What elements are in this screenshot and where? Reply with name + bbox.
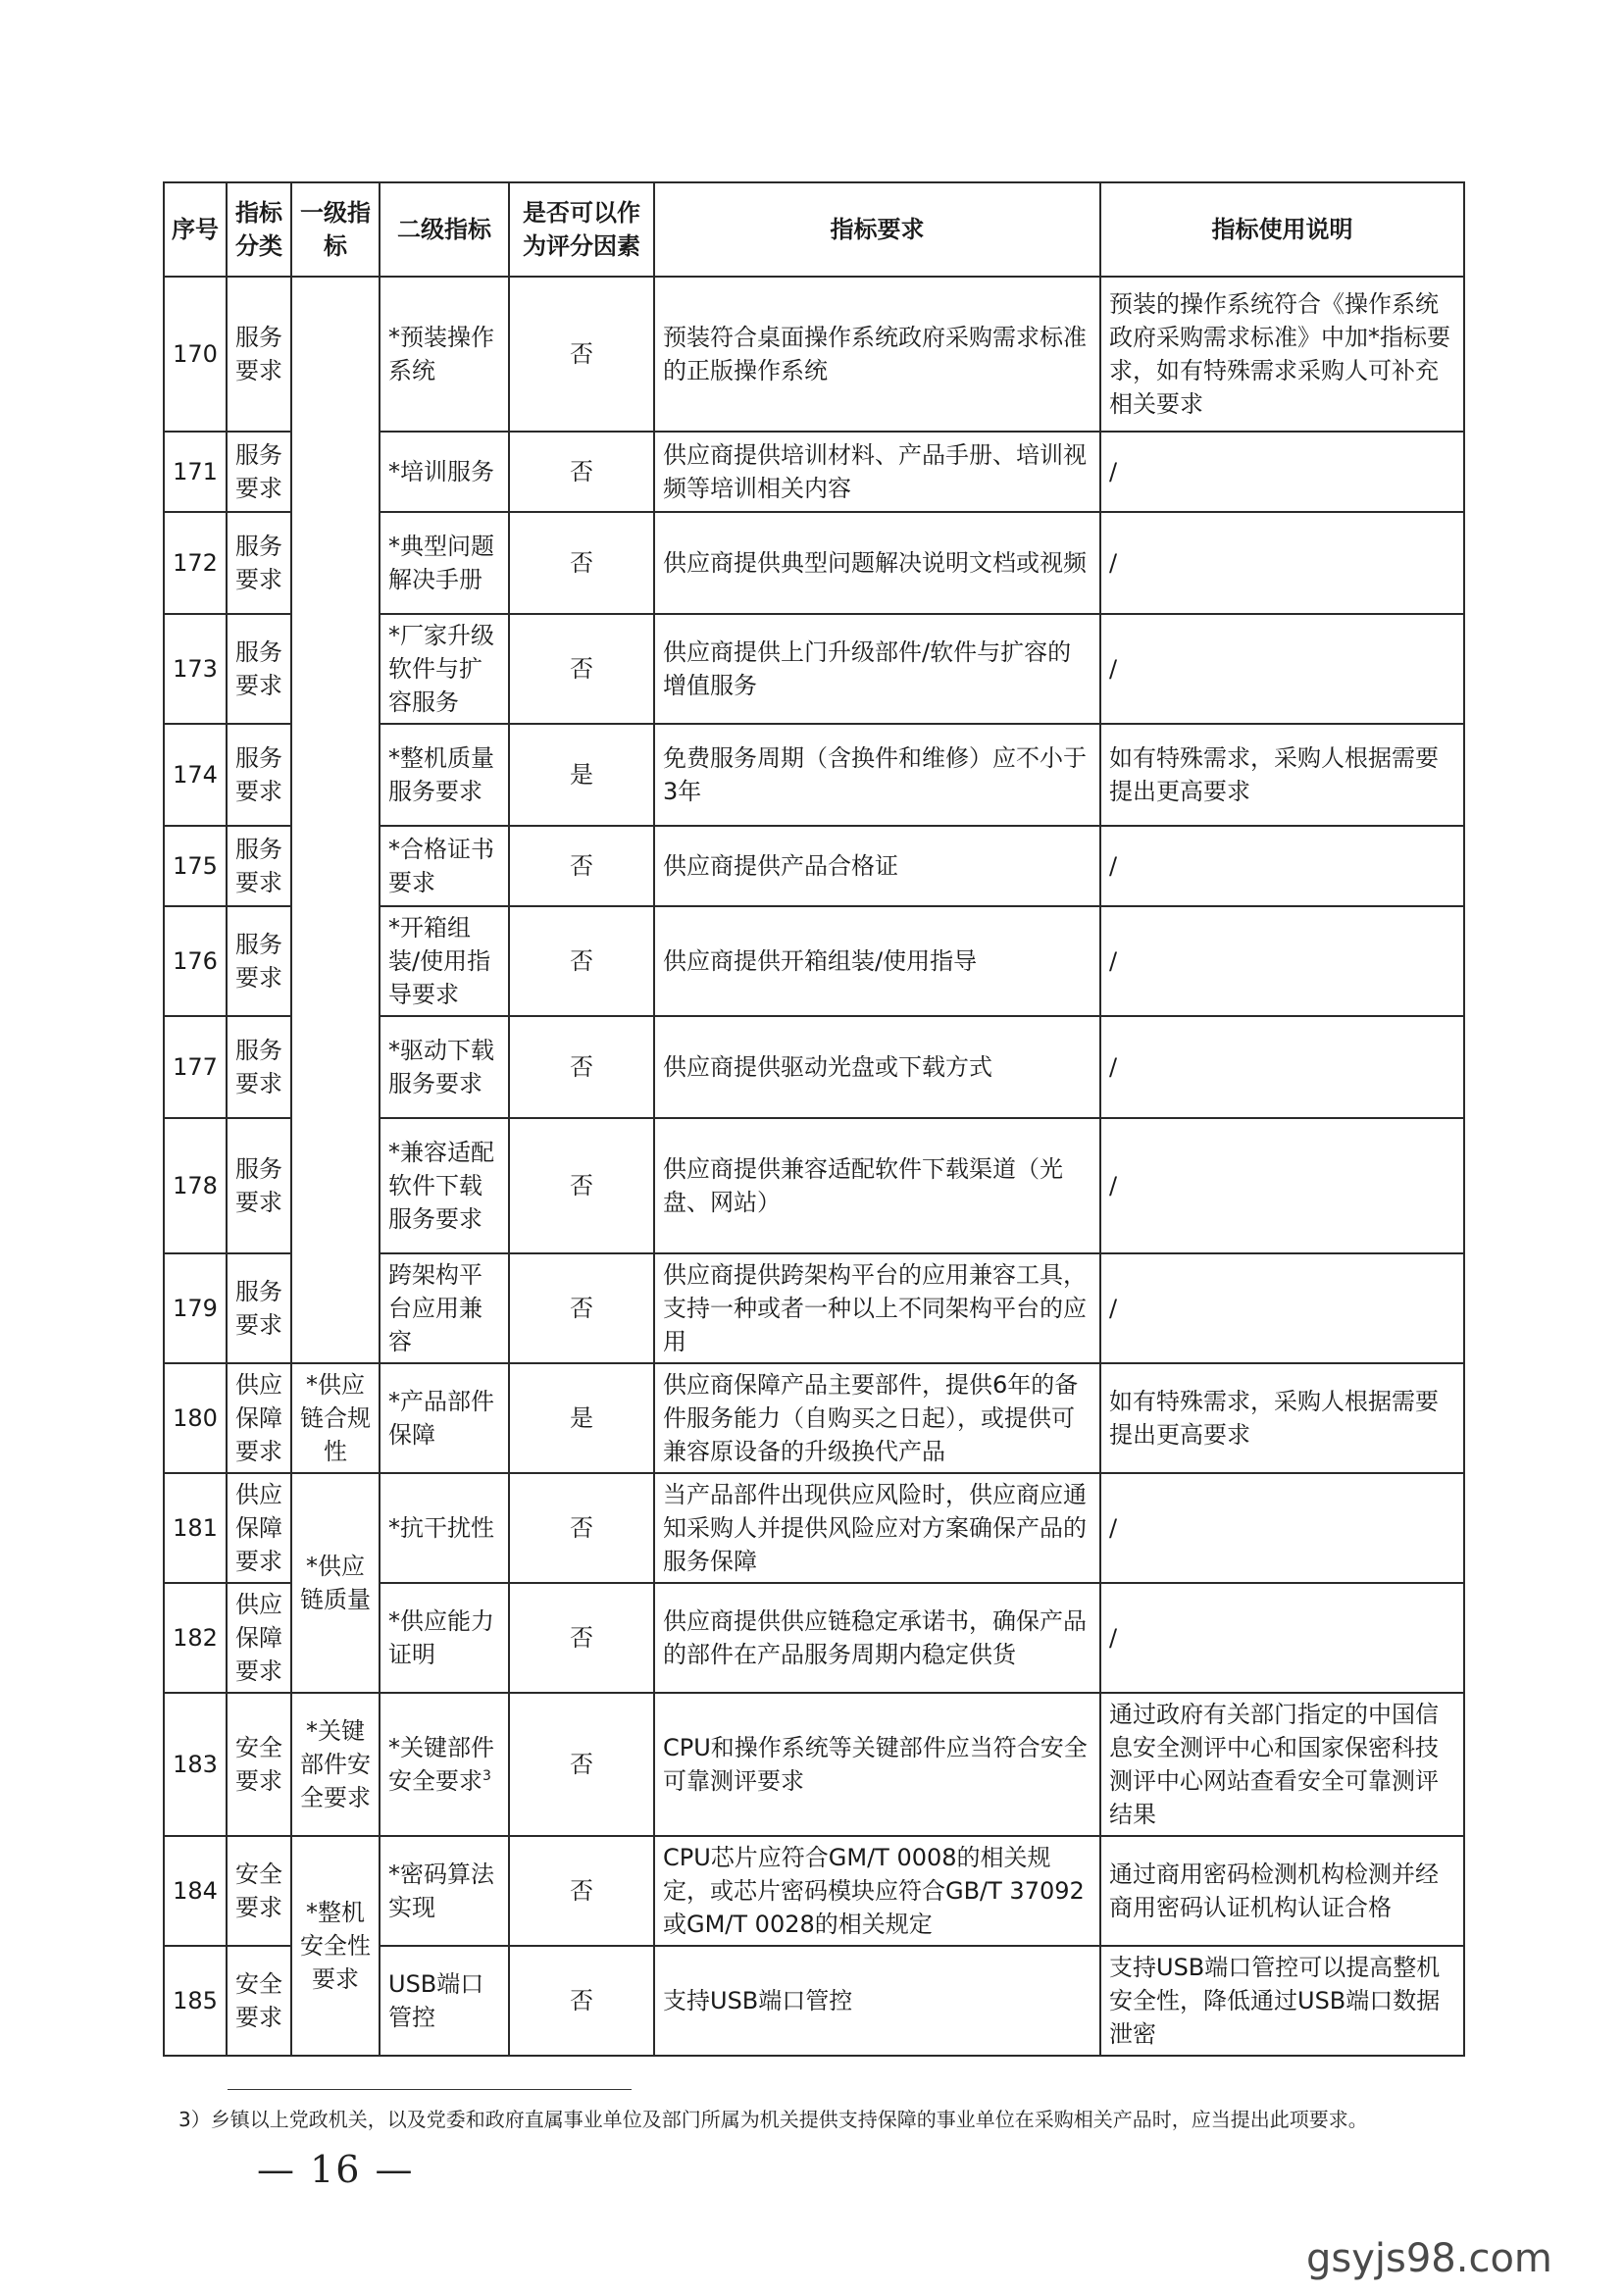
- category-cell: 服务要求: [227, 512, 291, 614]
- scoring-cell: 否: [509, 1583, 654, 1693]
- scoring-cell: 否: [509, 1693, 654, 1836]
- requirement-cell: 供应商提供兼容适配软件下载渠道（光盘、网站）: [654, 1118, 1100, 1253]
- second-level-cell: 跨架构平台应用兼容: [380, 1253, 509, 1363]
- note-cell: /: [1100, 1253, 1464, 1363]
- second-level-cell: *供应能力证明: [380, 1583, 509, 1693]
- serial-no-cell: 183: [164, 1693, 227, 1836]
- second-level-cell: *预装操作系统: [380, 277, 509, 432]
- requirement-cell: 供应商提供上门升级部件/软件与扩容的增值服务: [654, 614, 1100, 724]
- requirement-cell: 当产品部件出现供应风险时，供应商应通知采购人并提供风险应对方案确保产品的服务保障: [654, 1473, 1100, 1583]
- header-second-level-indicator: 二级指标: [380, 182, 509, 277]
- table-header-row: [164, 182, 1464, 277]
- note-cell: /: [1100, 906, 1464, 1016]
- second-level-cell: *开箱组装/使用指导要求: [380, 906, 509, 1016]
- second-level-cell: *兼容适配软件下载服务要求: [380, 1118, 509, 1253]
- footnote-divider: [228, 2089, 632, 2090]
- category-cell: 供应保障要求: [227, 1473, 291, 1583]
- serial-no-cell: 171: [164, 432, 227, 512]
- scoring-cell: 否: [509, 906, 654, 1016]
- first-level-cell: *整机安全性要求: [291, 1836, 380, 2056]
- requirement-cell: CPU和操作系统等关键部件应当符合安全可靠测评要求: [654, 1693, 1100, 1836]
- requirement-cell: CPU芯片应符合GM/T 0008的相关规定，或芯片密码模块应符合GB/T 37092或GM/T 0028的相关规定: [654, 1836, 1100, 1946]
- requirement-cell: 供应商提供开箱组装/使用指导: [654, 906, 1100, 1016]
- scoring-cell: 否: [509, 1946, 654, 2056]
- note-cell: /: [1100, 432, 1464, 512]
- note-cell: 如有特殊需求，采购人根据需要提出更高要求: [1100, 1363, 1464, 1473]
- first-level-cell: *供应链合规性: [291, 1363, 380, 1473]
- requirement-cell: 预装符合桌面操作系统政府采购需求标准的正版操作系统: [654, 277, 1100, 432]
- second-level-cell: *整机质量服务要求: [380, 724, 509, 826]
- scoring-cell: 是: [509, 1363, 654, 1473]
- header-usage-note: 指标使用说明: [1100, 182, 1464, 277]
- first-level-cell: *供应链质量: [291, 1473, 380, 1693]
- second-level-cell: *合格证书要求: [380, 826, 509, 906]
- serial-no-cell: 175: [164, 826, 227, 906]
- header-indicator-category: 指标分类: [227, 182, 291, 277]
- serial-no-cell: 180: [164, 1363, 227, 1473]
- scoring-cell: 否: [509, 1016, 654, 1118]
- second-level-cell: *产品部件保障: [380, 1363, 509, 1473]
- requirement-cell: 支持USB端口管控: [654, 1946, 1100, 2056]
- category-cell: 安全要求: [227, 1693, 291, 1836]
- second-level-cell: *培训服务: [380, 432, 509, 512]
- serial-no-cell: 172: [164, 512, 227, 614]
- scoring-cell: 否: [509, 614, 654, 724]
- scoring-cell: 否: [509, 512, 654, 614]
- serial-no-cell: 174: [164, 724, 227, 826]
- requirement-cell: 供应商提供培训材料、产品手册、培训视频等培训相关内容: [654, 432, 1100, 512]
- header-serial-no: 序号: [164, 182, 227, 277]
- category-cell: 服务要求: [227, 277, 291, 432]
- scoring-cell: 否: [509, 1118, 654, 1253]
- note-cell: 通过政府有关部门指定的中国信息安全测评中心和国家保密科技测评中心网站查看安全可靠测评结果: [1100, 1693, 1464, 1836]
- category-cell: 服务要求: [227, 724, 291, 826]
- header-first-level-indicator: 一级指标: [291, 182, 380, 277]
- note-cell: /: [1100, 1118, 1464, 1253]
- serial-no-cell: 185: [164, 1946, 227, 2056]
- requirement-cell: 供应商保障产品主要部件，提供6年的备件服务能力（自购买之日起），或提供可兼容原设备的升级换代产品: [654, 1363, 1100, 1473]
- scoring-cell: 是: [509, 724, 654, 826]
- second-level-cell: *驱动下载服务要求: [380, 1016, 509, 1118]
- footnote: 3）乡镇以上党政机关，以及党委和政府直属事业单位及部门所属为机关提供支持保障的事业单位在采购相关产品时，应当提出此项要求。: [178, 2108, 1368, 2131]
- scoring-cell: 否: [509, 277, 654, 432]
- second-level-cell: USB端口管控: [380, 1946, 509, 2056]
- serial-no-cell: 170: [164, 277, 227, 432]
- category-cell: 服务要求: [227, 1253, 291, 1363]
- category-cell: 安全要求: [227, 1946, 291, 2056]
- serial-no-cell: 181: [164, 1473, 227, 1583]
- table-row: [164, 1693, 1464, 1836]
- requirement-cell: 供应商提供供应链稳定承诺书，确保产品的部件在产品服务周期内稳定供货: [654, 1583, 1100, 1693]
- serial-no-cell: 176: [164, 906, 227, 1016]
- category-cell: 服务要求: [227, 432, 291, 512]
- category-cell: 服务要求: [227, 1016, 291, 1118]
- note-cell: 支持USB端口管控可以提高整机安全性，降低通过USB端口数据泄密: [1100, 1946, 1464, 2056]
- category-cell: 服务要求: [227, 614, 291, 724]
- note-cell: /: [1100, 1583, 1464, 1693]
- second-level-text: *关键部件安全要求: [388, 1734, 494, 1795]
- scoring-cell: 否: [509, 1836, 654, 1946]
- indicator-table: [163, 181, 1465, 2057]
- category-cell: 服务要求: [227, 906, 291, 1016]
- watermark: gsyjs98.com: [1306, 2236, 1552, 2281]
- table-row: [164, 1836, 1464, 1946]
- scoring-cell: 否: [509, 432, 654, 512]
- scoring-cell: 否: [509, 1473, 654, 1583]
- requirement-cell: 供应商提供产品合格证: [654, 826, 1100, 906]
- scoring-cell: 否: [509, 1253, 654, 1363]
- note-cell: 通过商用密码检测机构检测并经商用密码认证机构认证合格: [1100, 1836, 1464, 1946]
- second-level-cell: *密码算法实现: [380, 1836, 509, 1946]
- note-cell: 如有特殊需求，采购人根据需要提出更高要求: [1100, 724, 1464, 826]
- serial-no-cell: 184: [164, 1836, 227, 1946]
- header-scoring-factor: 是否可以作为评分因素: [509, 182, 654, 277]
- note-cell: /: [1100, 512, 1464, 614]
- second-level-cell: *厂家升级软件与扩容服务: [380, 614, 509, 724]
- second-level-cell: *典型问题解决手册: [380, 512, 509, 614]
- note-cell: /: [1100, 826, 1464, 906]
- category-cell: 供应保障要求: [227, 1363, 291, 1473]
- requirement-cell: 免费服务周期（含换件和维修）应不小于3年: [654, 724, 1100, 826]
- first-level-cell-empty: [291, 277, 380, 1363]
- second-level-cell: *抗干扰性: [380, 1473, 509, 1583]
- serial-no-cell: 178: [164, 1118, 227, 1253]
- serial-no-cell: 177: [164, 1016, 227, 1118]
- note-cell: /: [1100, 614, 1464, 724]
- serial-no-cell: 182: [164, 1583, 227, 1693]
- note-cell: /: [1100, 1473, 1464, 1583]
- first-level-cell: *关键部件安全要求: [291, 1693, 380, 1836]
- note-cell: 预装的操作系统符合《操作系统政府采购需求标准》中加*指标要求，如有特殊需求采购人可补充相关要求: [1100, 277, 1464, 432]
- note-cell: /: [1100, 1016, 1464, 1118]
- scoring-cell: 否: [509, 826, 654, 906]
- footnote-marker: 3: [482, 1768, 491, 1784]
- table-row: [164, 277, 1464, 432]
- header-indicator-requirement: 指标要求: [654, 182, 1100, 277]
- serial-no-cell: 173: [164, 614, 227, 724]
- second-level-cell: [380, 1693, 509, 1836]
- serial-no-cell: 179: [164, 1253, 227, 1363]
- category-cell: 服务要求: [227, 1118, 291, 1253]
- requirement-cell: 供应商提供驱动光盘或下载方式: [654, 1016, 1100, 1118]
- category-cell: 服务要求: [227, 826, 291, 906]
- category-cell: 供应保障要求: [227, 1583, 291, 1693]
- page-number: — 16 —: [257, 2148, 415, 2191]
- table-row: [164, 1473, 1464, 1583]
- category-cell: 安全要求: [227, 1836, 291, 1946]
- table-row: [164, 1363, 1464, 1473]
- requirement-cell: 供应商提供跨架构平台的应用兼容工具，支持一种或者一种以上不同架构平台的应用: [654, 1253, 1100, 1363]
- requirement-cell: 供应商提供典型问题解决说明文档或视频: [654, 512, 1100, 614]
